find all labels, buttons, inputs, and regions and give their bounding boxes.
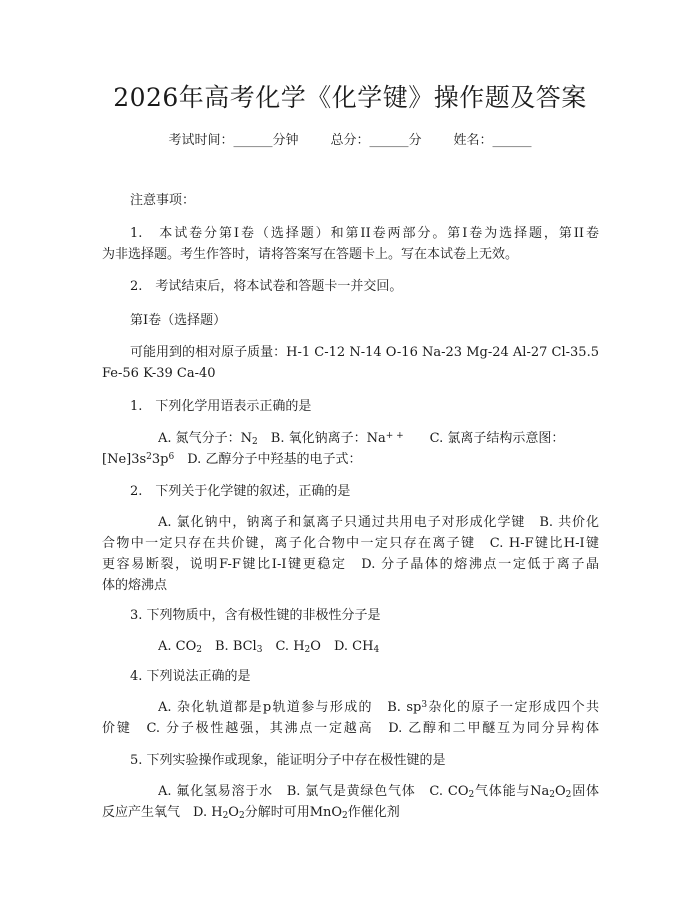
question-3-stem: 3. 下列物质中，含有极性键的非极性分子是: [130, 608, 381, 623]
total-score: 总分：______分: [330, 133, 422, 148]
question-2-stem: 2. 下列关于化学键的叙述，正确的是: [130, 484, 351, 499]
notice-item-1-line-2: 为非选择题。考生作答时，请将答案写在答题卡上。写在本试卷上无效。: [102, 247, 519, 262]
student-name: 姓名：______: [453, 133, 532, 148]
question-2-options-line-1: A. 氯化钠中，钠离子和氯离子只通过共用电子对形成化学键 B. 共价化: [158, 515, 599, 530]
exam-meta: [0, 131, 700, 151]
question-5-options-line-1: A. 氟化氢易溶于水 B. 氯气是黄绿色气体 C. $CO_2$气体能与$Na_2O_2$固体: [158, 784, 599, 800]
exam-time: 考试时间：______分钟: [168, 133, 299, 148]
question-2-options-line-4: 体的熔沸点: [102, 578, 168, 593]
atomic-mass-line-2: Fe-56 K-39 Ca-40: [102, 366, 216, 381]
question-1-options-line-2: $[Ne]3s^23p^6$ D. 乙醇分子中羟基的电子式：: [102, 452, 362, 467]
question-4-stem: 4. 下列说法正确的是: [130, 669, 251, 684]
page-title: 2026年高考化学《化学键》操作题及答案: [113, 83, 587, 112]
question-4-options-line-2: 价键 C. 分子极性越强，其沸点一定越高 D. 乙醇和二甲醚互为同分异构体: [102, 721, 599, 736]
question-5-options-line-2: 反应产生氧气 D. $H_2O_2$分解时可用MnO$_2$作催化剂: [102, 805, 400, 821]
notice-item-1-line-1: 1. 本试卷分第I卷（选择题）和第II卷两部分。第I卷为选择题，第II卷: [130, 226, 599, 241]
question-4-options-line-1: A. 杂化轨道都是p轨道参与形成的 B. $sp^3$杂化的原子一定形成四个共: [158, 700, 599, 715]
question-1-stem: 1. 下列化学用语表示正确的是: [130, 399, 312, 414]
question-1-options-line-1: A. 氮气分子：$N_2$ B. 氧化钠离子：Na+ + C. 氯离子结构示意图：: [158, 431, 565, 447]
question-2-options-line-3: 更容易断裂，说明F-F键比I-I键更稳定 D. 分子晶体的熔沸点一定低于离子晶: [102, 557, 599, 572]
question-2-options-line-2: 合物中一定只存在共价键，离子化合物中一定只存在离子键 C. H-F键比H-I键: [102, 536, 599, 551]
atomic-mass-line-1: 可能用到的相对原子质量：H-1 C-12 N-14 O-16 Na-23 Mg-24 Al-27 Cl-35.5: [130, 345, 599, 360]
notice-heading: 注意事项：: [130, 193, 196, 208]
question-3-options: A. $CO_2$ B. BCl$_3$ C. $H_2O$ D. $CH_4$: [158, 639, 380, 655]
question-5-stem: 5. 下列实验操作或现象，能证明分子中存在极性键的是: [130, 753, 446, 768]
notice-item-2: 2. 考试结束后，将本试卷和答题卡一并交回。: [130, 279, 403, 294]
section-heading: 第I卷（选择题）: [130, 313, 227, 328]
